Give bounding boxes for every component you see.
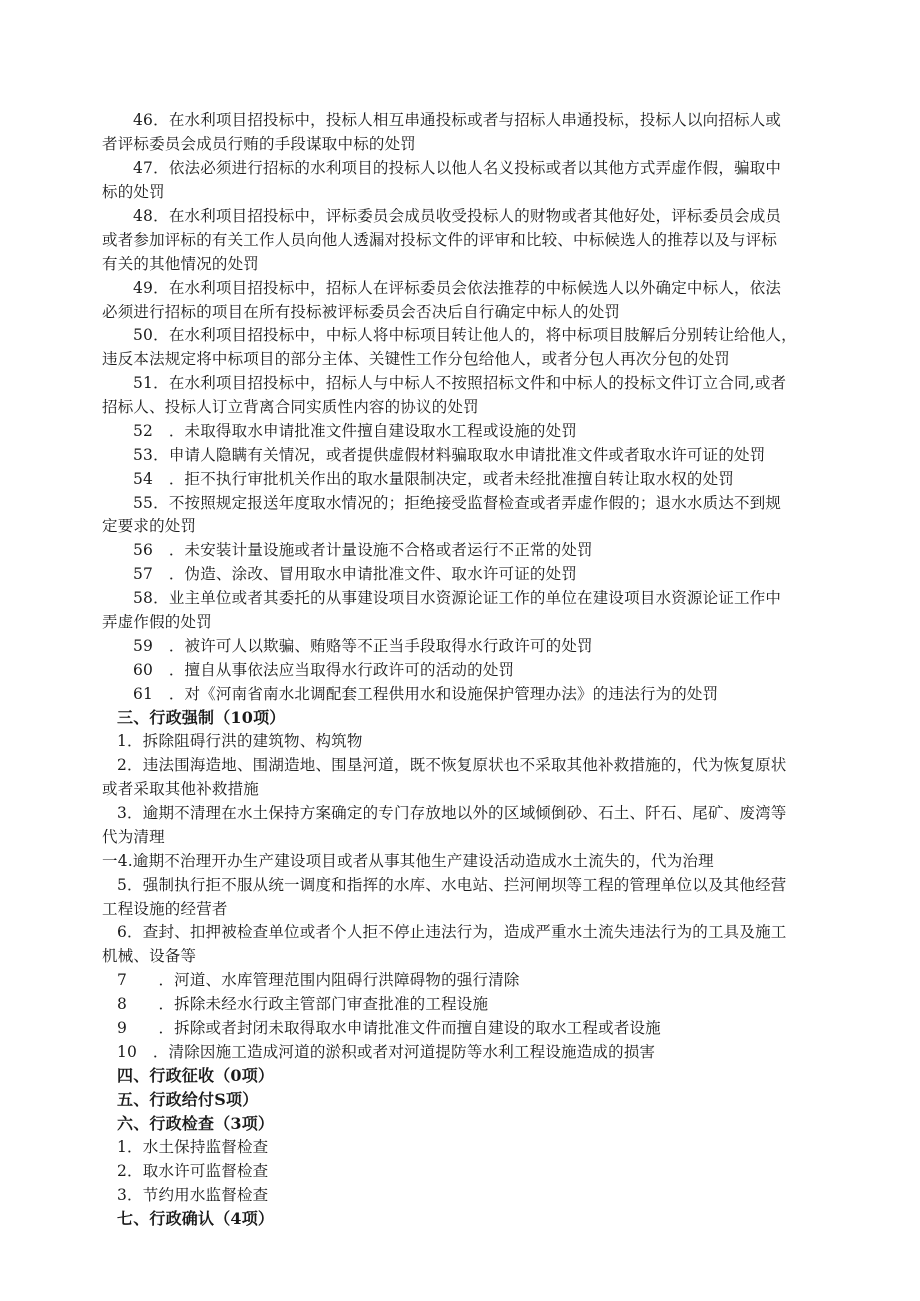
text-line: 46．在水利项目招投标中，投标人相互串通投标或者与招标人串通投标，投标人以向招标人或	[133, 111, 782, 129]
text-line: 弄虚作假的处罚	[102, 613, 212, 631]
text-line: 3．逾期不清理在水土保持方案确定的专门存放地以外的区域倾倒砂、石土、阡石、尾矿、废湾等	[117, 804, 787, 822]
text-line: 7 ．河道、水库管理范围内阻碍行洪障碍物的强行清除	[117, 971, 520, 989]
section-heading: 七、行政确认（4项）	[117, 1209, 275, 1228]
text-line: 者评标委员会成员行贿的手段谋取中标的处罚	[102, 135, 417, 153]
text-line: 1．水土保持监督检查	[117, 1138, 269, 1156]
text-line: 2．违法围海造地、围湖造地、围垦河道，既不恢复原状也不采取其他补救措施的，代为恢复原状	[117, 756, 787, 774]
text-line: 工程设施的经营者	[102, 900, 228, 918]
section-heading: 五、行政给付S项）	[117, 1090, 259, 1109]
text-line: 5．强制执行拒不服从统一调度和指挥的水库、水电站、拦河闸坝等工程的管理单位以及其他经营	[117, 876, 787, 894]
text-line: 必须进行招标的项目在所有投标被评标委员会否决后自行确定中标人的处罚	[102, 303, 621, 321]
text-line: 2．取水许可监督检查	[117, 1162, 269, 1180]
text-line: 53．申请人隐瞒有关情况，或者提供虚假材料骗取取水申请批准文件或者取水许可证的处罚	[133, 446, 766, 464]
section-heading: 六、行政检查（3项）	[117, 1114, 275, 1133]
text-line: 54 ．拒不执行审批机关作出的取水量限制决定，或者未经批准擅自转让取水权的处罚	[133, 470, 735, 488]
text-line: 57 ．伪造、涂改、冒用取水申请批准文件、取水许可证的处罚	[133, 565, 578, 583]
text-line: 招标人、投标人订立背离合同实质性内容的协议的处罚	[102, 398, 479, 416]
text-line: 51．在水利项目招投标中，招标人与中标人不按照招标文件和中标人的投标文件订立合同,或者	[133, 374, 787, 392]
text-line: 机械、设备等	[102, 947, 197, 965]
text-line: 59 ．被许可人以欺骗、贿赂等不正当手段取得水行政许可的处罚	[133, 637, 593, 655]
text-line: 代为清理	[102, 828, 165, 846]
text-line: 6．查封、扣押被检查单位或者个人拒不停止违法行为，造成严重水土流失违法行为的工具及施工	[117, 923, 787, 941]
section-heading: 四、行政征收（0项）	[117, 1066, 275, 1085]
text-line: 或者参加评标的有关工作人员向他人透漏对投标文件的评审和比较、中标候选人的推荐以及与评标	[102, 231, 778, 249]
text-line: 违反本法规定将中标项目的部分主体、关键性工作分包给他人，或者分包人再次分包的处罚	[102, 350, 731, 368]
section-heading: 三、行政强制（10项）	[117, 708, 286, 727]
text-line: 1．拆除阻碍行洪的建筑物、构筑物	[117, 732, 363, 750]
text-line: 一4.逾期不治理开办生产建设项目或者从事其他生产建设活动造成水土流失的，代为治理	[102, 852, 714, 870]
text-line: 标的处罚	[102, 183, 165, 201]
text-line: 61 ．对《河南省南水北调配套工程供用水和设施保护管理办法》的违法行为的处罚	[133, 685, 719, 703]
text-line: 定要求的处罚	[102, 517, 197, 535]
text-line: 10 ．清除因施工造成河道的淤积或者对河道提防等水利工程设施造成的损害	[117, 1043, 656, 1061]
text-line: 有关的其他情况的处罚	[102, 255, 260, 273]
text-line: 8 ．拆除未经水行政主管部门审查批准的工程设施	[117, 995, 489, 1013]
text-line: 47．依法必须进行招标的水利项目的投标人以他人名义投标或者以其他方式弄虚作假，骗取中	[133, 159, 782, 177]
text-line: 9 ．拆除或者封闭未取得取水申请批准文件而擅自建设的取水工程或者设施	[117, 1019, 661, 1037]
text-line: 50．在水利项目招投标中，中标人将中标项目转让他人的，将中标项目肢解后分别转让给他人，	[133, 326, 797, 344]
text-line: 58．业主单位或者其委托的从事建设项目水资源论证工作的单位在建设项目水资源论证工作中	[133, 589, 782, 607]
text-line: 52 ．未取得取水申请批准文件擅自建设取水工程或设施的处罚	[133, 422, 578, 440]
text-line: 55．不按照规定报送年度取水情况的；拒绝接受监督检查或者弄虚作假的；退水水质达不到规	[133, 494, 782, 512]
text-line: 3．节约用水监督检查	[117, 1186, 269, 1204]
text-line: 56 ．未安装计量设施或者计量设施不合格或者运行不正常的处罚	[133, 541, 593, 559]
text-line: 48．在水利项目招投标中，评标委员会成员收受投标人的财物或者其他好处，评标委员会成员	[133, 207, 782, 225]
text-line: 49．在水利项目招投标中，招标人在评标委员会依法推荐的中标候选人以外确定中标人，依法	[133, 279, 782, 297]
text-line: 或者采取其他补救措施	[102, 780, 260, 798]
text-line: 60 ．擅自从事依法应当取得水行政许可的活动的处罚	[133, 661, 515, 679]
